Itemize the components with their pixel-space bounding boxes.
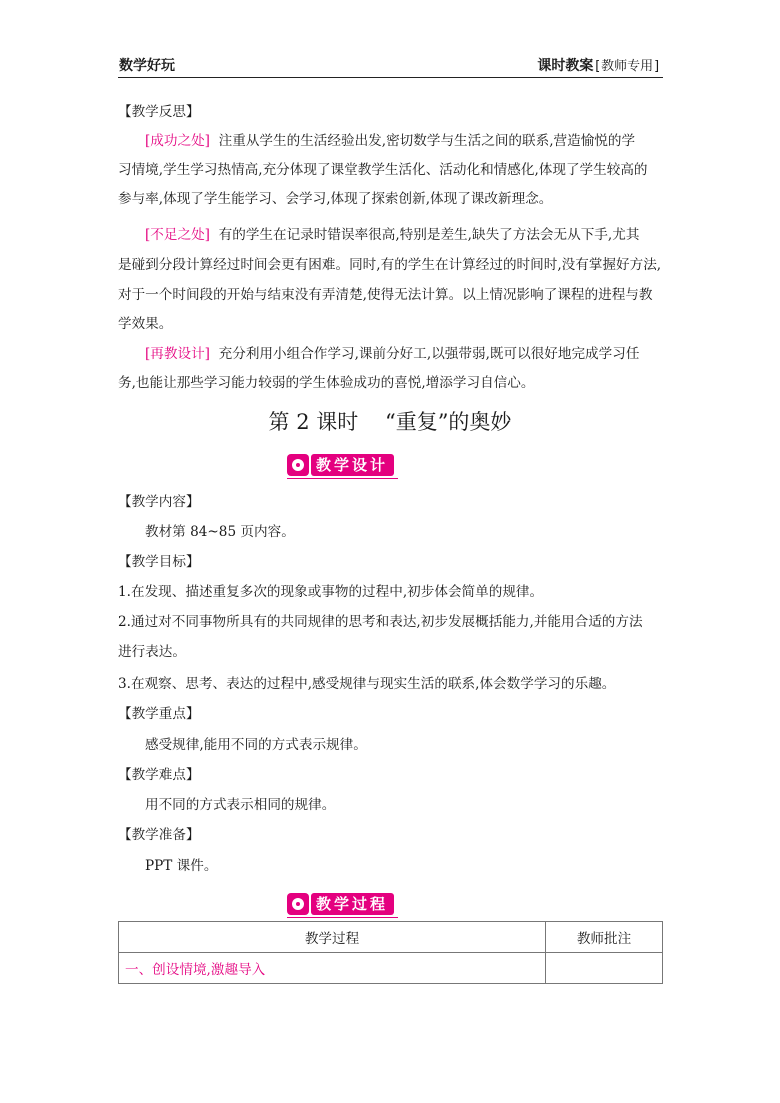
shortcoming-line-4: 学效果。 xyxy=(118,316,173,332)
goals-heading: 【教学目标】 xyxy=(118,554,200,570)
swirl-logo-icon xyxy=(287,454,309,476)
lesson-title: 第 2 课时 “重复”的奥妙 xyxy=(268,410,512,434)
table-cell-step: 一、创设情境,激趣导入 xyxy=(119,953,546,984)
process-table xyxy=(118,921,663,984)
redesign-line-1 xyxy=(145,344,639,364)
difficulties-text: 用不同的方式表示相同的规律。 xyxy=(145,797,336,813)
header-doc-type-main: 课时教案 xyxy=(537,58,594,74)
shortcoming-line-3: 对于一个时间段的开始与结束没有弄清楚,使得无法计算。以上情况影响了课程的进程与教 xyxy=(118,287,653,303)
difficulties-heading: 【教学难点】 xyxy=(118,767,200,783)
goal-3: 3.在观察、思考、表达的过程中,感受规律与现实生活的联系,体会数学学习的乐趣。 xyxy=(118,676,616,692)
page-header xyxy=(118,51,663,78)
preparation-text: PPT 课件。 xyxy=(145,858,218,874)
process-banner-underline xyxy=(287,917,398,919)
design-banner-label: 教学设计 xyxy=(311,454,394,476)
redesign-tag: [再教设计] xyxy=(145,346,210,362)
goal-1: 1.在发现、描述重复多次的现象或事物的过程中,初步体会简单的规律。 xyxy=(118,584,544,600)
table-header-process: 教学过程 xyxy=(119,922,546,953)
success-line-3: 参与率,体现了学生能学习、会学习,体现了探索创新,体现了课改新理念。 xyxy=(118,191,553,207)
table-cell-notes xyxy=(546,953,663,984)
process-banner xyxy=(287,893,394,915)
shortcoming-tag: [不足之处] xyxy=(145,227,210,243)
table-row xyxy=(119,953,663,984)
shortcoming-text-1: 有的学生在记录时错误率很高,特别是差生,缺失了方法会无从下手,尤其 xyxy=(218,227,640,243)
goal-2-continued: 进行表达。 xyxy=(118,644,186,660)
content-heading: 【教学内容】 xyxy=(118,494,200,510)
preparation-heading: 【教学准备】 xyxy=(118,827,200,843)
content-text: 教材第 84~85 页内容。 xyxy=(145,524,295,540)
success-tag: [成功之处] xyxy=(145,133,210,149)
table-header-row xyxy=(119,922,663,953)
header-doc-type-sub: [教师专用] xyxy=(593,59,661,74)
key-points-text: 感受规律,能用不同的方式表示规律。 xyxy=(145,737,367,753)
shortcoming-line-1 xyxy=(145,225,639,245)
success-line-1 xyxy=(145,131,635,151)
design-banner xyxy=(287,454,394,476)
redesign-text-1: 充分利用小组合作学习,课前分好工,以强带弱,既可以很好地完成学习任 xyxy=(218,346,640,362)
key-points-heading: 【教学重点】 xyxy=(118,706,200,722)
reflection-heading: 【教学反思】 xyxy=(118,104,200,120)
design-banner-underline xyxy=(287,478,398,480)
success-text-1: 注重从学生的生活经验出发,密切数学与生活之间的联系,营造愉悦的学 xyxy=(218,133,636,149)
shortcoming-line-2: 是碰到分段计算经过时间会更有困难。同时,有的学生在计算经过的时间时,没有掌握好方法, xyxy=(118,257,662,273)
header-doc-type xyxy=(537,55,661,75)
swirl-logo-icon xyxy=(287,893,309,915)
success-line-2: 习情境,学生学习热情高,充分体现了课堂教学生活化、活动化和情感化,体现了学生较高的 xyxy=(118,162,648,178)
header-subject: 数学好玩 xyxy=(119,58,175,74)
goal-2: 2.通过对不同事物所具有的共同规律的思考和表达,初步发展概括能力,并能用合适的方法 xyxy=(118,614,643,630)
process-banner-label: 教学过程 xyxy=(311,893,394,915)
redesign-line-2: 务,也能让那些学习能力较弱的学生体验成功的喜悦,增添学习自信心。 xyxy=(118,375,535,391)
table-header-notes: 教师批注 xyxy=(546,922,663,953)
